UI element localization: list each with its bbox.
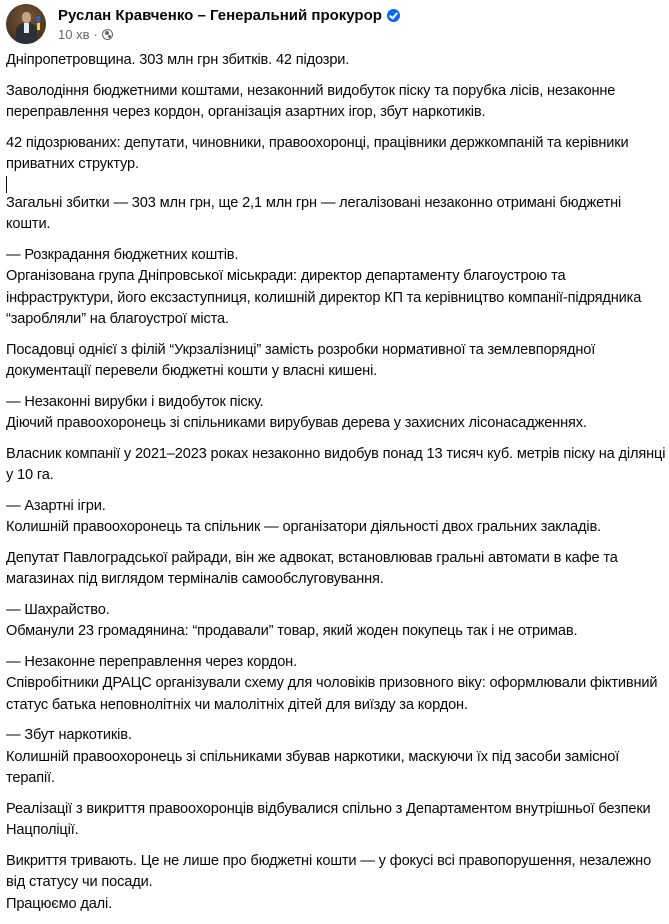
paragraph — [6, 81, 666, 124]
paragraph — [6, 652, 666, 717]
avatar-figure-head — [22, 12, 31, 23]
post-body — [6, 50, 666, 924]
text-line: Колишній правоохоронець зі спільниками збував наркотики, маскуючи їх під засоби замісної терапії. — [6, 748, 620, 786]
text-line: Викриття тривають. Це не лише про бюджетні кошти — у фокусі всі правопорушення, незалежно від статусу чи посади. — [6, 852, 652, 890]
separator-dot: · — [93, 26, 98, 42]
text-line: Заволодіння бюджетними коштами, незаконний видобуток піску та порубка лісів, незаконне переправлення через кордон, організація азартних ігор, збут наркотиків. — [6, 82, 616, 120]
paragraph — [6, 392, 666, 435]
text-line — [6, 133, 666, 193]
paragraph — [6, 600, 666, 643]
text-line: Обманули 23 громадянина: “продавали” товар, який жоден покупець так і не отримав. — [6, 623, 578, 639]
paragraph — [6, 444, 666, 487]
text-cursor — [6, 176, 7, 193]
section-heading: — Розкрадання бюджетних коштів. — [6, 246, 239, 263]
text-line: Депутат Павлоградської райради, він же адвокат, встановлював гральні автомати в кафе та магазинах під виглядом терміналів самообслуговування. — [6, 549, 618, 587]
text-line: Загальні збитки — 303 млн грн, ще 2,1 млн грн — легалізовані незаконно отримані бюджетні кошти. — [6, 194, 622, 232]
section-heading: — Шахрайство. — [6, 601, 110, 618]
paragraph — [6, 548, 666, 591]
post-meta — [58, 6, 400, 43]
globe-icon[interactable] — [102, 29, 113, 40]
post-timestamp[interactable]: 10 хв — [58, 26, 90, 42]
flag-decoration — [37, 16, 40, 30]
text-line: Працюємо далі. — [6, 895, 113, 912]
paragraph — [6, 851, 666, 916]
profile-avatar[interactable] — [6, 4, 46, 44]
section-heading: — Незаконні вирубки і видобуток піску. — [6, 393, 264, 410]
section-heading: — Збут наркотиків. — [6, 727, 132, 743]
author-row — [58, 6, 400, 25]
paragraph — [6, 133, 666, 236]
text-line: Організована група Дніпровської міськради: директор департаменту благоустрою та інфраструктури, його ексзаступниця, колишній директор КП та керівництво компанії-підрядника “заробляли” на благоустрої міста. — [6, 268, 642, 327]
text-line: Дніпропетровщина. 303 млн грн збитків. 42 підозри. — [6, 52, 350, 68]
author-name[interactable]: Руслан Кравченко – Генеральний прокурор — [58, 6, 382, 24]
text-line-content: 42 підозрюваних: депутати, чиновники, правоохоронці, працівники держкомпаній та керівники приватних структур. — [6, 134, 629, 172]
paragraph — [6, 50, 666, 72]
text-line: Реалізації з викриття правоохоронців відбувалися спільно з Департаментом внутрішньої безпеки Нацполіції. — [6, 800, 651, 838]
text-line: Співробітники ДРАЦС організували схему для чоловіків призовного віку: оформлювали фіктивний статус батька неповнолітніх чи малолітніх дітей для виїзду за кордон. — [6, 675, 658, 713]
text-line: Діючий правоохоронець зі спільниками вирубував дерева у захисних лісонасадженнях. — [6, 415, 587, 431]
paragraph — [6, 799, 666, 842]
paragraph — [6, 496, 666, 539]
post-subline — [58, 26, 400, 43]
text-line: Власник компанії у 2021–2023 роках незаконно видобув понад 13 тисяч куб. метрів піску на ділянці у 10 га. — [6, 445, 666, 483]
paragraph — [6, 245, 666, 331]
avatar-figure-shirt — [24, 23, 29, 33]
verified-badge-icon — [387, 9, 400, 22]
post-header — [6, 4, 400, 44]
text-line: Посадовці однієї з філій “Укрзалізниці” замість розробки нормативної та землевпорядної документації перевели бюджетні кошти у власні кишені. — [6, 341, 596, 379]
text-line: Колишній правоохоронець та спільник — організатори діяльності двох гральних закладів. — [6, 519, 601, 535]
section-heading: — Незаконне переправлення через кордон. — [6, 653, 297, 670]
paragraph — [6, 725, 666, 790]
section-heading: — Азартні ігри. — [6, 497, 106, 514]
paragraph — [6, 340, 666, 383]
